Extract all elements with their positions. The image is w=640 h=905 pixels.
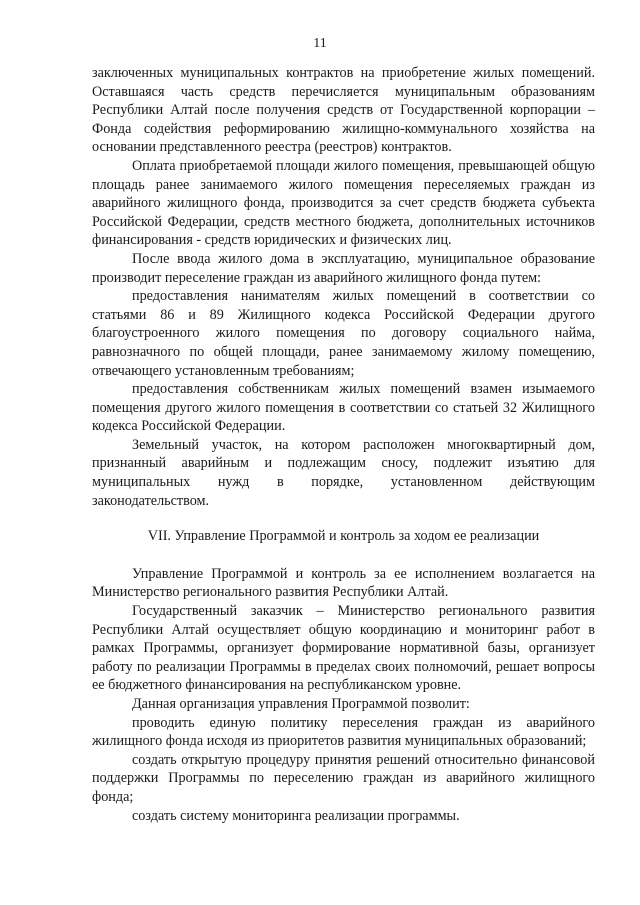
- page-number: 11: [313, 36, 327, 51]
- paragraph: Управление Программой и контроль за ее исполнением возлагается на Министерство регионального развития Республики Алтай.: [92, 565, 595, 601]
- paragraph: предоставления собственникам жилых помещений взамен изымаемого помещения другого жилого помещения в соответствии со статьей 32 Жилищного кодекса Российской Федерации.: [92, 381, 595, 435]
- document-body: [92, 64, 595, 825]
- paragraph: создать систему мониторинга реализации программы.: [132, 807, 460, 824]
- section-heading: VII. Управление Программой и контроль за ходом ее реализации: [147, 528, 540, 545]
- paragraph: Оплата приобретаемой площади жилого помещения, превышающей общую площадь ранее занимаемого жилого помещения переселяемых граждан из аварийного жилищного фонда, производится за счет средств бюджета субъекта Российской Федерации, средств местного бюджета, дополнительных источников финансирования - средств юридических и физических лиц.: [92, 157, 595, 249]
- paragraphs-before-section: [92, 64, 595, 510]
- paragraph: Государственный заказчик – Министерство регионального развития Республики Алтай осуществляет общую координацию и мониторинг работ в рамках Программы, организует формирование нормативной базы, организует работу по реализации Программы в пределах своих полномочий, решает вопросы ее бюджетного финансирования на республиканском уровне.: [92, 603, 595, 694]
- paragraph: предоставления нанимателям жилых помещений в соответствии со статьями 86 и 89 Жилищного кодекса Российской Федерации другого благоустроенного жилого помещения по договору социального найма, равнозначного по общей площади, ранее занимаемому жилому помещению, отвечающего установленным требованиям;: [92, 288, 595, 379]
- paragraph: создать открытую процедуру принятия решений относительно финансовой поддержки Программы по переселению граждан из аварийного жилищного фонда;: [92, 751, 595, 805]
- paragraph: проводить единую политику переселения граждан из аварийного жилищного фонда исходя из приоритетов развития муниципальных образований;: [92, 714, 595, 750]
- paragraphs-after-section: [92, 565, 595, 825]
- paragraph: заключенных муниципальных контрактов на приобретение жилых помещений. Оставшаяся часть средств перечисляется муниципальным образованиям Республики Алтай после получения средств от Государственной корпорации – Фонда содействия реформированию жилищно-коммунального хозяйства на основании представленного реестра (реестров) контрактов.: [92, 65, 595, 156]
- paragraph: Земельный участок, на котором расположен многоквартирный дом, признанный аварийным и подлежащим сносу, подлежит изъятию для муниципальных нужд в порядке, установленном действующим законодательством.: [92, 436, 595, 509]
- paragraph: Данная организация управления Программой позволит:: [132, 696, 470, 712]
- paragraph: После ввода жилого дома в эксплуатацию, муниципальное образование производит переселение граждан из аварийного жилищного фонда путем:: [92, 250, 595, 286]
